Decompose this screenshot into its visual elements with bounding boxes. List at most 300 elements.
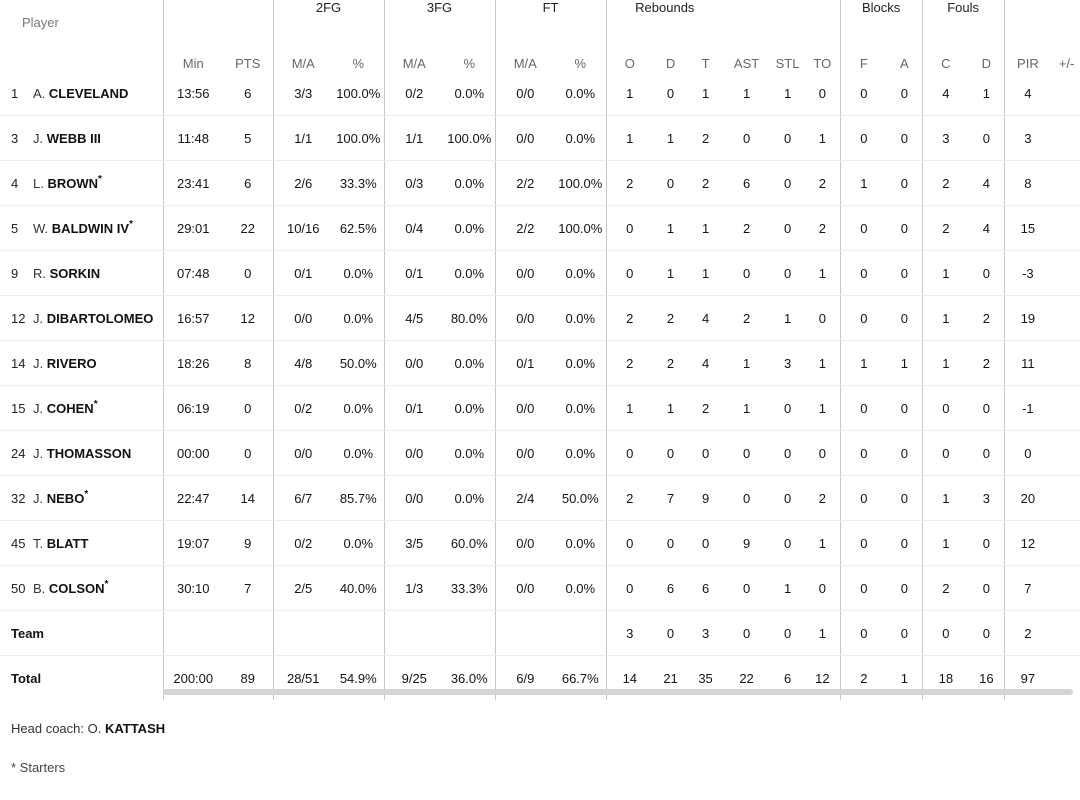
- stat-min: 00:00: [163, 431, 223, 476]
- player-name-link[interactable]: [50, 266, 101, 281]
- stat-2fg-ma: 2/6: [273, 161, 333, 206]
- stat-plus-minus: [1051, 296, 1080, 341]
- stat-3fg-pct: 36.0%: [450, 670, 488, 686]
- stat-blk-a: 0: [887, 386, 922, 431]
- group-header-fouls: Fouls: [922, 0, 1004, 27]
- stat-min: 06:19: [163, 386, 223, 431]
- stat-min: [163, 611, 223, 656]
- stat-ft-ma: 2/2: [495, 161, 555, 206]
- col-header-ft-ma[interactable]: M/A: [495, 27, 555, 71]
- stat-3fg-ma: 4/5: [384, 296, 444, 341]
- stat-reb-o: 1: [606, 71, 653, 116]
- stat-pir: 7: [1004, 566, 1051, 611]
- group-header-ft: FT: [495, 0, 606, 27]
- stat-pts: 14: [223, 476, 273, 521]
- stat-3fg-pct: 0.0%: [444, 476, 495, 521]
- player-cell[interactable]: [0, 296, 163, 341]
- col-header-reb-d[interactable]: D: [665, 56, 676, 71]
- stat-2fg-ma: 0/2: [273, 521, 333, 566]
- player-cell[interactable]: [0, 431, 163, 476]
- stat-3fg-ma: 0/0: [384, 431, 444, 476]
- stat-foul-c: 0: [922, 611, 969, 656]
- stat-blk-f: 0: [840, 521, 887, 566]
- stat-ft-pct: 0.0%: [555, 521, 606, 566]
- stat-reb-o: 1: [606, 116, 653, 161]
- player-name-link[interactable]: [47, 446, 132, 461]
- starter-mark: *: [93, 398, 98, 410]
- stat-3fg-pct: 100.0%: [444, 116, 495, 161]
- stat-to: 0: [805, 296, 840, 341]
- player-cell[interactable]: [0, 386, 163, 431]
- stat-foul-c: 18: [922, 656, 969, 701]
- stat-reb-d: 0: [653, 161, 688, 206]
- stat-stl: 0: [770, 251, 805, 296]
- stat-ft-ma: 0/0: [495, 566, 555, 611]
- stat-blk-a: 1: [900, 670, 908, 686]
- stat-reb-d: 2: [653, 341, 688, 386]
- stat-foul-c: 3: [922, 116, 969, 161]
- player-surname[interactable]: RIVERO: [46, 355, 97, 371]
- player-name-link[interactable]: [47, 173, 102, 191]
- player-cell[interactable]: [0, 521, 163, 566]
- stat-pts: 0: [223, 386, 273, 431]
- stat-ft-pct: 100.0%: [555, 206, 606, 251]
- stat-ast: 2: [723, 206, 770, 251]
- stat-2fg-ma: 4/8: [273, 341, 333, 386]
- stat-foul-c: 1: [922, 521, 969, 566]
- stat-2fg-ma: 1/1: [273, 116, 333, 161]
- stat-ft-pct: 50.0%: [555, 476, 606, 521]
- table-body: [0, 71, 1080, 700]
- stat-to: 12: [815, 670, 830, 686]
- table-header: [0, 0, 1080, 71]
- stat-2fg-ma: [273, 611, 333, 656]
- col-header-reb-o[interactable]: O: [606, 27, 653, 71]
- stat-reb-t: 1: [688, 71, 723, 116]
- stat-2fg-pct: 62.5%: [333, 206, 384, 251]
- stat-stl: 0: [770, 476, 805, 521]
- stat-reb-o: 2: [606, 476, 653, 521]
- stat-min: 11:48: [163, 116, 223, 161]
- stat-ast: 1: [723, 341, 770, 386]
- stat-min: 13:56: [163, 71, 223, 116]
- stat-pts: 22: [223, 206, 273, 251]
- stat-pir: 0: [1004, 431, 1051, 476]
- stat-stl: 1: [770, 71, 805, 116]
- stat-2fg-pct: 0.0%: [333, 296, 384, 341]
- col-header-min[interactable]: Min: [163, 27, 223, 71]
- stat-3fg-ma: 3/5: [384, 521, 444, 566]
- col-header-3fg-ma[interactable]: M/A: [384, 27, 444, 71]
- stat-reb-t: 1: [688, 251, 723, 296]
- stat-blk-f: 2: [840, 656, 887, 701]
- table-row: [0, 386, 1080, 431]
- stat-ast: 6: [723, 161, 770, 206]
- stat-3fg-pct: 0.0%: [444, 206, 495, 251]
- stat-ast: 0: [723, 566, 770, 611]
- group-header-general: [163, 0, 273, 27]
- stat-ast: 9: [723, 521, 770, 566]
- col-header-3fg-pct[interactable]: %: [463, 56, 476, 71]
- stat-foul-c: 1: [922, 251, 969, 296]
- stat-reb-o: 2: [606, 296, 653, 341]
- stat-3fg-ma: 0/4: [384, 206, 444, 251]
- stat-reb-t: 0: [688, 431, 723, 476]
- player-surname[interactable]: SORKIN: [49, 265, 101, 281]
- total-row-label-text: Total: [11, 670, 42, 686]
- stat-2fg-pct: 100.0%: [333, 116, 384, 161]
- col-header-foul-c[interactable]: C: [922, 27, 969, 71]
- stat-min: 19:07: [163, 521, 223, 566]
- col-header-reb-t[interactable]: T: [701, 56, 710, 71]
- col-header-2fg-ma[interactable]: M/A: [273, 27, 333, 71]
- stat-foul-c: 2: [922, 566, 969, 611]
- stat-3fg-ma: 0/1: [384, 251, 444, 296]
- stat-2fg-pct: 100.0%: [333, 71, 384, 116]
- horizontal-scrollbar[interactable]: [163, 689, 1073, 695]
- stat-ft-ma: 0/0: [495, 431, 555, 476]
- stat-blk-f: 0: [840, 566, 887, 611]
- stat-ast: 0: [723, 476, 770, 521]
- player-surname[interactable]: NEBO: [46, 490, 85, 506]
- stat-2fg-pct: 0.0%: [333, 521, 384, 566]
- player-cell[interactable]: [0, 71, 163, 116]
- stat-pts: 0: [223, 251, 273, 296]
- stat-foul-c: 2: [922, 206, 969, 251]
- stat-ft-ma: 0/0: [495, 116, 555, 161]
- stat-ft-ma: 2/2: [495, 206, 555, 251]
- stat-stl: 1: [770, 296, 805, 341]
- player-initial: J.: [33, 490, 44, 506]
- player-number: 45: [11, 535, 26, 551]
- col-header-blk-f[interactable]: F: [840, 27, 887, 71]
- player-initial: R.: [33, 265, 46, 281]
- player-surname[interactable]: WEBB III: [46, 130, 101, 146]
- stat-pir: 4: [1004, 71, 1051, 116]
- stat-ast: 1: [723, 386, 770, 431]
- col-header-ft-pct[interactable]: %: [574, 56, 587, 71]
- player-name-link[interactable]: [48, 578, 109, 596]
- stat-to: 2: [805, 206, 840, 251]
- stat-pts: 0: [223, 431, 273, 476]
- player-cell[interactable]: [0, 251, 163, 296]
- stat-pts: 6: [223, 71, 273, 116]
- player-cell[interactable]: [0, 161, 163, 206]
- group-header-row: [0, 0, 1080, 27]
- stat-foul-d: 0: [969, 116, 1004, 161]
- col-header-plus-minus[interactable]: +/-: [1058, 56, 1075, 71]
- stat-stl: 0: [770, 431, 805, 476]
- stat-pir: 2: [1004, 611, 1051, 656]
- stat-ft-ma: 2/4: [495, 476, 555, 521]
- stat-reb-o: 3: [606, 611, 653, 656]
- stat-pir: 8: [1004, 161, 1051, 206]
- player-name-link[interactable]: [49, 86, 128, 101]
- player-number: 9: [11, 265, 19, 281]
- stat-blk-f: 1: [840, 341, 887, 386]
- table-row: [0, 431, 1080, 476]
- group-header-rating: [1004, 0, 1080, 27]
- table-row: [0, 251, 1080, 296]
- player-name-link[interactable]: [47, 311, 154, 326]
- stat-blk-a: 0: [887, 251, 922, 296]
- player-number: 5: [11, 220, 19, 236]
- stat-min: 23:41: [163, 161, 223, 206]
- player-cell[interactable]: [0, 206, 163, 251]
- stat-plus-minus: [1051, 611, 1080, 656]
- stat-reb-d: 6: [653, 566, 688, 611]
- stat-ft-ma: 0/0: [495, 251, 555, 296]
- stat-reb-t: 2: [688, 161, 723, 206]
- stat-ft-ma: 0/0: [495, 386, 555, 431]
- player-surname[interactable]: THOMASSON: [46, 445, 132, 461]
- stat-ft-pct: 0.0%: [555, 296, 606, 341]
- player-number: 12: [11, 310, 26, 326]
- stat-reb-d: 1: [653, 206, 688, 251]
- stat-blk-f: 0: [840, 251, 887, 296]
- stat-reb-t: 2: [688, 116, 723, 161]
- player-surname[interactable]: BROWN: [47, 175, 99, 191]
- head-coach-surname: KATTASH: [104, 721, 166, 736]
- player-cell[interactable]: [0, 566, 163, 611]
- stat-to: 1: [805, 341, 840, 386]
- stat-blk-f: 0: [840, 71, 887, 116]
- stat-foul-d: 16: [979, 670, 994, 686]
- stat-3fg-ma: 0/0: [384, 341, 444, 386]
- stat-ft-pct: 0.0%: [555, 431, 606, 476]
- player-surname[interactable]: COHEN: [46, 400, 94, 416]
- stat-reb-d: 1: [653, 116, 688, 161]
- stat-plus-minus: [1051, 71, 1080, 116]
- stat-pir: 3: [1004, 116, 1051, 161]
- stat-3fg-pct: 0.0%: [444, 161, 495, 206]
- col-header-ast[interactable]: AST: [733, 56, 760, 71]
- stat-foul-c: 1: [922, 476, 969, 521]
- player-surname[interactable]: COLSON: [48, 580, 105, 596]
- stat-min: 16:57: [163, 296, 223, 341]
- stat-pir: 19: [1004, 296, 1051, 341]
- stat-reb-o: 14: [606, 656, 653, 701]
- stat-plus-minus: [1051, 251, 1080, 296]
- stat-ft-pct: 0.0%: [555, 116, 606, 161]
- player-cell[interactable]: [0, 341, 163, 386]
- stat-blk-f: 1: [840, 161, 887, 206]
- stat-foul-d: 0: [969, 611, 1004, 656]
- stat-foul-c: 0: [922, 386, 969, 431]
- stat-blk-f: 0: [840, 611, 887, 656]
- stat-ft-pct: 0.0%: [555, 251, 606, 296]
- player-surname[interactable]: BLATT: [46, 535, 89, 551]
- player-column-header[interactable]: Player: [22, 15, 59, 30]
- stat-foul-c: 1: [922, 341, 969, 386]
- stat-plus-minus: [1051, 116, 1080, 161]
- table-row: [0, 341, 1080, 386]
- stat-reb-o: 1: [606, 386, 653, 431]
- stat-foul-d: 0: [969, 386, 1004, 431]
- table-row: [0, 206, 1080, 251]
- stat-pts: [223, 611, 273, 656]
- stat-to: 0: [805, 71, 840, 116]
- stat-3fg-ma: 1/3: [384, 566, 444, 611]
- player-name-link[interactable]: [47, 356, 97, 371]
- stat-foul-c: 2: [922, 161, 969, 206]
- head-coach: [11, 721, 165, 736]
- stat-reb-t: 35: [698, 670, 713, 686]
- player-surname[interactable]: BALDWIN IV: [51, 220, 130, 236]
- stat-reb-d: 21: [663, 670, 678, 686]
- col-header-pir[interactable]: PIR: [1004, 27, 1051, 71]
- col-header-blk-a[interactable]: A: [900, 56, 909, 71]
- stat-ast: 0: [723, 611, 770, 656]
- stat-3fg-pct: 80.0%: [444, 296, 495, 341]
- stat-to: 1: [805, 251, 840, 296]
- stat-ast: 0: [723, 116, 770, 161]
- stat-blk-a: 0: [887, 611, 922, 656]
- stat-2fg-pct: [333, 611, 384, 656]
- col-header-2fg-pct[interactable]: %: [352, 56, 365, 71]
- stat-stl: 1: [770, 566, 805, 611]
- stat-plus-minus: [1051, 431, 1080, 476]
- stat-reb-t: 3: [688, 611, 723, 656]
- starter-mark: *: [129, 218, 133, 230]
- stat-2fg-pct: 0.0%: [333, 386, 384, 431]
- stat-foul-d: 0: [969, 431, 1004, 476]
- stat-blk-f: 0: [840, 116, 887, 161]
- stat-reb-o: 0: [606, 206, 653, 251]
- player-surname[interactable]: DIBARTOLOMEO: [46, 310, 154, 326]
- stat-stl: 3: [770, 341, 805, 386]
- col-header-to[interactable]: TO: [813, 56, 832, 71]
- stat-blk-a: 0: [887, 71, 922, 116]
- player-initial: T.: [33, 535, 44, 551]
- stat-stl: 0: [770, 611, 805, 656]
- stat-ast: 1: [723, 71, 770, 116]
- team-row-label-text: Team: [11, 625, 44, 641]
- stat-pts: 9: [223, 521, 273, 566]
- starter-mark: *: [84, 488, 89, 500]
- stat-ft-ma: [495, 611, 555, 656]
- col-header-pts[interactable]: PTS: [235, 56, 261, 71]
- table-row: [0, 566, 1080, 611]
- stat-min: 07:48: [163, 251, 223, 296]
- stat-reb-t: 4: [688, 296, 723, 341]
- stat-reb-t: 2: [688, 386, 723, 431]
- stat-2fg-pct: 33.3%: [333, 161, 384, 206]
- stat-to: 1: [805, 611, 840, 656]
- col-header-foul-d[interactable]: D: [981, 56, 992, 71]
- player-surname[interactable]: CLEVELAND: [48, 85, 129, 101]
- team-row-label: [0, 611, 163, 656]
- player-number: 3: [11, 130, 19, 146]
- stat-foul-d: 4: [969, 206, 1004, 251]
- stat-reb-d: 0: [653, 71, 688, 116]
- player-name-link[interactable]: [47, 131, 101, 146]
- stat-reb-o: 0: [606, 566, 653, 611]
- stat-ft-pct: 0.0%: [555, 71, 606, 116]
- stat-to: 0: [805, 431, 840, 476]
- starters-note: * Starters: [11, 760, 66, 775]
- stat-to: 1: [805, 116, 840, 161]
- player-number: 32: [11, 490, 26, 506]
- stat-pts: 12: [223, 296, 273, 341]
- stat-pts: 7: [223, 566, 273, 611]
- team-row: [0, 611, 1080, 656]
- stat-blk-a: 0: [887, 206, 922, 251]
- player-cell[interactable]: [0, 116, 163, 161]
- player-cell[interactable]: [0, 476, 163, 521]
- player-name-link[interactable]: [47, 536, 89, 551]
- stat-3fg-ma: 1/1: [384, 116, 444, 161]
- stat-2fg-pct: 50.0%: [333, 341, 384, 386]
- stat-2fg-pct: 0.0%: [333, 431, 384, 476]
- stat-reb-d: 0: [653, 611, 688, 656]
- stat-pts: 8: [223, 341, 273, 386]
- stat-stl: 0: [770, 386, 805, 431]
- stat-foul-c: 0: [922, 431, 969, 476]
- stat-foul-d: 4: [969, 161, 1004, 206]
- stat-2fg-ma: 6/7: [273, 476, 333, 521]
- player-number: 1: [11, 85, 19, 101]
- stat-2fg-ma: 10/16: [273, 206, 333, 251]
- stat-blk-f: 0: [840, 476, 887, 521]
- stat-to: 1: [805, 386, 840, 431]
- player-name-link[interactable]: [46, 398, 98, 416]
- stat-foul-d: 2: [969, 296, 1004, 341]
- stat-min: 29:01: [163, 206, 223, 251]
- stat-plus-minus: [1051, 476, 1080, 521]
- player-name-link[interactable]: [51, 218, 133, 236]
- table-row: [0, 521, 1080, 566]
- stat-ft-ma: 0/0: [495, 296, 555, 341]
- stat-2fg-ma: 0/2: [273, 386, 333, 431]
- stat-3fg-ma: 0/2: [384, 71, 444, 116]
- stat-reb-t: 9: [688, 476, 723, 521]
- stat-3fg-ma: 9/25: [384, 656, 444, 701]
- player-initial: J.: [33, 445, 44, 461]
- stat-to: 0: [805, 566, 840, 611]
- player-name-link[interactable]: [46, 488, 89, 506]
- stat-pir: 15: [1004, 206, 1051, 251]
- stat-pts: 6: [223, 161, 273, 206]
- stat-reb-o: 0: [606, 521, 653, 566]
- stat-stl: 6: [783, 670, 792, 686]
- group-header-playmaking: [723, 0, 840, 27]
- stat-to: 1: [805, 521, 840, 566]
- stat-ft-pct: [555, 611, 606, 656]
- table-row: [0, 476, 1080, 521]
- player-initial: J.: [33, 355, 44, 371]
- stat-3fg-pct: [444, 611, 495, 656]
- stat-ft-pct: 66.7%: [561, 670, 599, 686]
- stat-plus-minus: [1051, 566, 1080, 611]
- stat-ast: 22: [739, 670, 754, 686]
- stat-2fg-pct: 0.0%: [333, 251, 384, 296]
- group-header-blocks: Blocks: [840, 0, 922, 27]
- stat-stl: 0: [770, 161, 805, 206]
- player-initial: L.: [33, 175, 44, 191]
- stat-plus-minus: [1051, 206, 1080, 251]
- starter-mark: *: [104, 578, 109, 590]
- stat-reb-t: 1: [688, 206, 723, 251]
- stat-3fg-ma: [384, 611, 444, 656]
- col-header-stl[interactable]: STL: [775, 56, 800, 71]
- stat-ast: 0: [723, 431, 770, 476]
- stat-pir: 97: [1004, 656, 1051, 701]
- stat-blk-a: 0: [887, 566, 922, 611]
- stat-3fg-pct: 0.0%: [444, 431, 495, 476]
- stat-3fg-ma: 0/1: [384, 386, 444, 431]
- player-initial: W.: [33, 220, 49, 236]
